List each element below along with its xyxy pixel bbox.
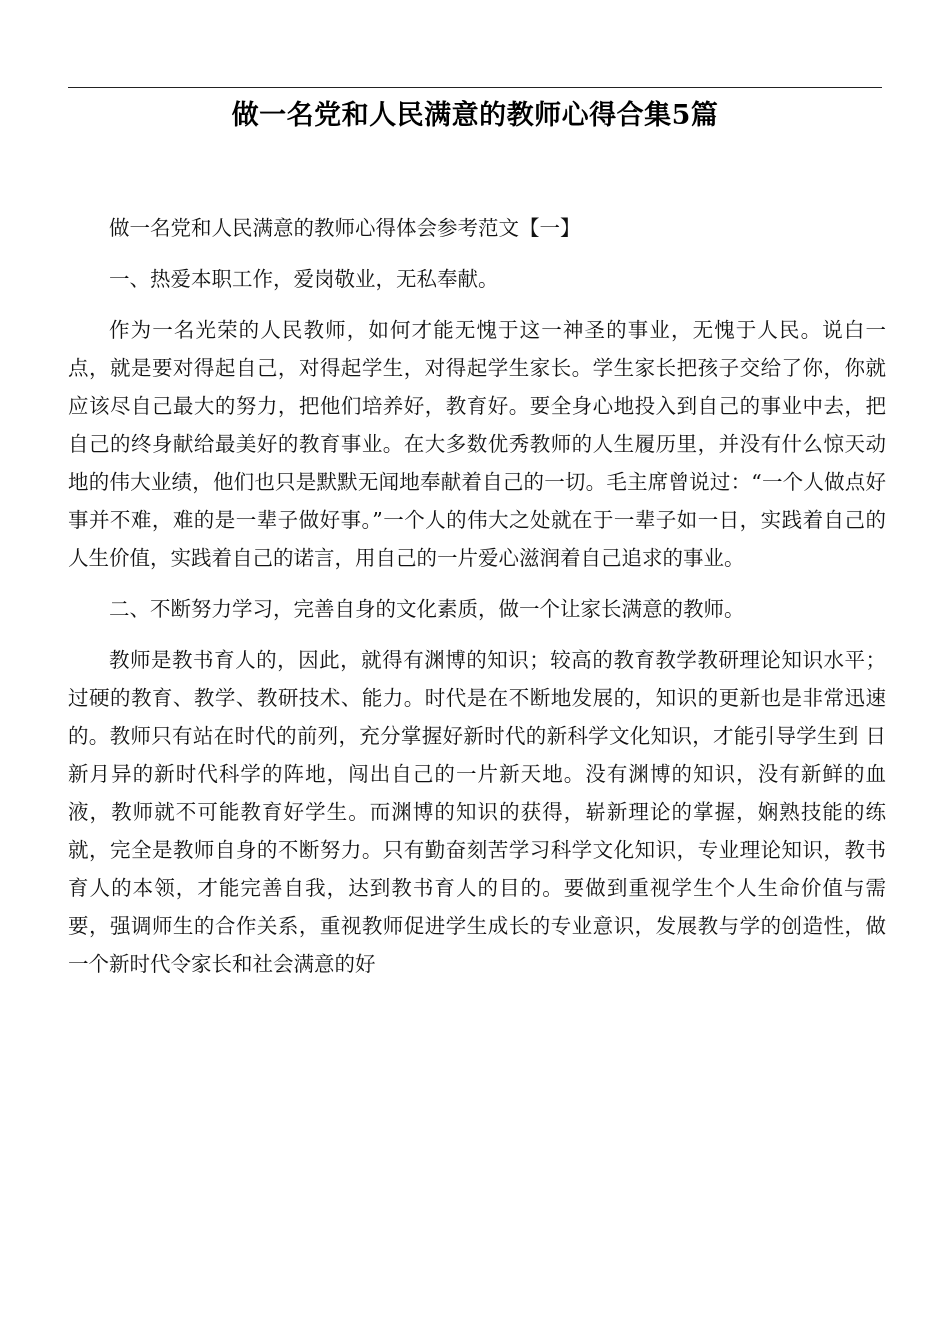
- document-title: 做一名党和人民满意的教师心得合集5篇: [231, 100, 719, 131]
- body-paragraph: 作为一名光荣的人民教师，如何才能无愧于这一神圣的事业，无愧于人民。说白一点，就是要对得起自己，对得起学生，对得起学生家长。学生家长把孩子交给了你，你就应该尽自己最大的努力，把他们培养好，教育好。要全身心地投入到自己的事业中去，把自己的终身献给最美好的教育事业。在大多数优秀教师的人生履历里，并没有什么惊天动地的伟大业绩，他们也只是默默无闻地奉献着自己的一切。毛主席曾说过：“一个人做点好事并不难，难的是一辈子做好事。”一个人的伟大之处就在于一辈子如一日，实践着自己的人生价值，实践着自己的诺言，用自己的一片爱心滋润着自己追求的事业。: [68, 318, 886, 570]
- body-paragraph: 教师是教书育人的，因此，就得有渊博的知识；较高的教育教学教研理论知识水平；过硬的教育、教学、教研技术、能力。时代是在不断地发展的，知识的更新也是非常迅速的。教师只有站在时代的前列，充分掌握好新时代的新科学文化知识，才能引导学生到 日新月异的新时代科学的阵地，闯出自己的一片新天地。没有渊博的知识，没有新鲜的血液，教师就不可能教育好学生。而渊博的知识的获得，崭新理论的掌握，娴熟技能的练就，完全是教师自身的不断努力。只有勤奋刻苦学习科学文化知识，专业理论知识，教书育人的本领，才能完善自我，达到教书育人的目的。要做到重视学生个人生命价值与需要，强调师生的合作关系，重视教师促进学生成长的专业意识，发展教与学的创造性，做一个新时代令家长和社会满意的好: [68, 648, 886, 976]
- header-rule: [68, 87, 882, 88]
- subheading-two: 二、不断努力学习，完善自身的文化素质，做一个让家长满意的教师。: [109, 597, 745, 621]
- document-body: [68, 209, 886, 996]
- subheading-one: 一、热爱本职工作，爱岗敬业，无私奉献。: [109, 267, 499, 291]
- section-heading: 做一名党和人民满意的教师心得体会参考范文【一】: [109, 216, 581, 240]
